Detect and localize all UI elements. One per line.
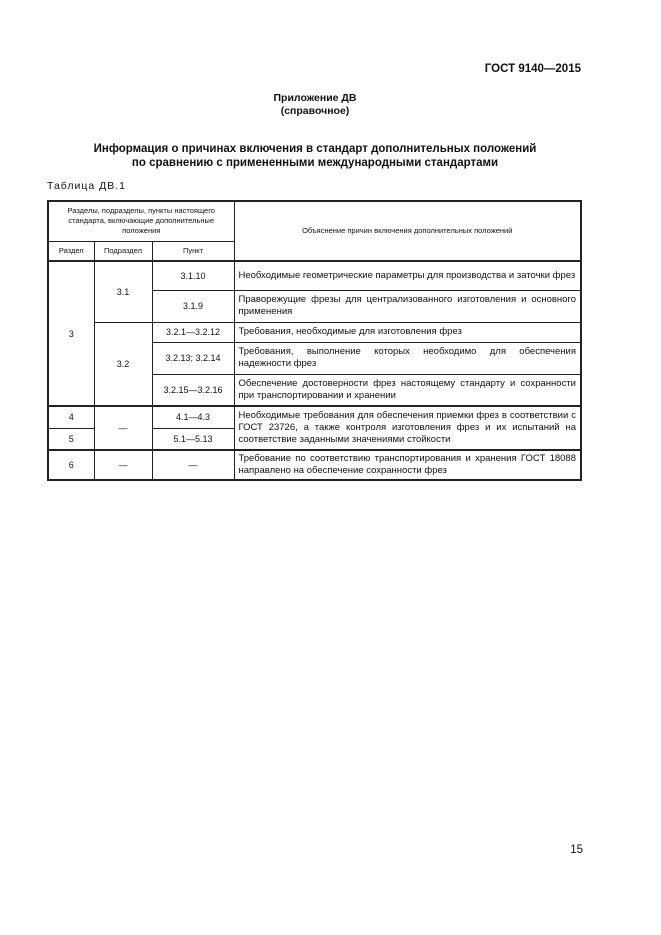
appendix-subtitle: (справочное): [280, 105, 350, 117]
column-header-item: Пункт: [152, 241, 234, 261]
document-header: ГОСТ 9140—2015: [484, 63, 581, 75]
explanation-header: Объяснение причин включения дополнительных положений: [234, 201, 581, 261]
explanation-cell: Требование по соответствию транспортирования и хранения ГОСТ 18088 направлено на обеспечение сохранности фрез: [234, 450, 581, 480]
item-cell: 3.2.13; 3.2.14: [152, 342, 234, 374]
column-header-subsection: Подраздел: [94, 241, 152, 261]
page-heading: [0, 142, 630, 170]
additional-provisions-table: [47, 200, 582, 481]
subsection-cell: 3.1: [94, 261, 152, 322]
appendix-title: Приложение ДВ: [273, 92, 357, 104]
explanation-cell: Праворежущие фрезы для централизованного изготовления и основного применения: [234, 290, 581, 322]
item-cell: 3.2.1—3.2.12: [152, 322, 234, 342]
item-cell: 3.1.9: [152, 290, 234, 322]
item-cell: 4.1—4.3: [152, 406, 234, 428]
subsection-cell: —: [94, 450, 152, 480]
explanation-cell: Требования, выполнение которых необходимо для обеспечения надежности фрез: [234, 342, 581, 374]
table-row: [48, 322, 581, 342]
section-cell: 6: [48, 450, 94, 480]
item-cell: —: [152, 450, 234, 480]
explanation-cell: Требования, необходимые для изготовления фрез: [234, 322, 581, 342]
explanation-cell: Необходимые требования для обеспечения приемки фрез в соответствии с ГОСТ 23726, а также контроля изготовления фрез и их испытаний на соответствие заданными значениями стойкости: [234, 406, 581, 450]
page-number: 15: [570, 844, 583, 856]
section-cell: 5: [48, 428, 94, 450]
section-cell: 3: [48, 261, 94, 406]
heading-line-1: Информация о причинах включения в стандарт дополнительных положений: [93, 143, 537, 155]
explanation-cell: Обеспечение достоверности фрез настоящему стандарту и сохранности при транспортировании и хранении: [234, 374, 581, 406]
table-row: [48, 261, 581, 290]
explanation-cell: Необходимые геометрические параметры для производства и заточки фрез: [234, 261, 581, 290]
table-row: [48, 406, 581, 428]
item-cell: 5.1—5.13: [152, 428, 234, 450]
heading-line-2: по сравнению с примененными международными стандартами: [131, 157, 499, 169]
table-caption: Таблица ДВ.1: [47, 180, 126, 192]
item-cell: 3.2.15—3.2.16: [152, 374, 234, 406]
subsection-cell: 3.2: [94, 322, 152, 406]
subsection-cell: —: [94, 406, 152, 450]
item-cell: 3.1.10: [152, 261, 234, 290]
table-row: [48, 450, 581, 480]
group-header: Разделы, подразделы, пункты настоящего стандарта, включающие дополнительные положения: [48, 201, 234, 241]
section-cell: 4: [48, 406, 94, 428]
column-header-section: Раздел: [48, 241, 94, 261]
